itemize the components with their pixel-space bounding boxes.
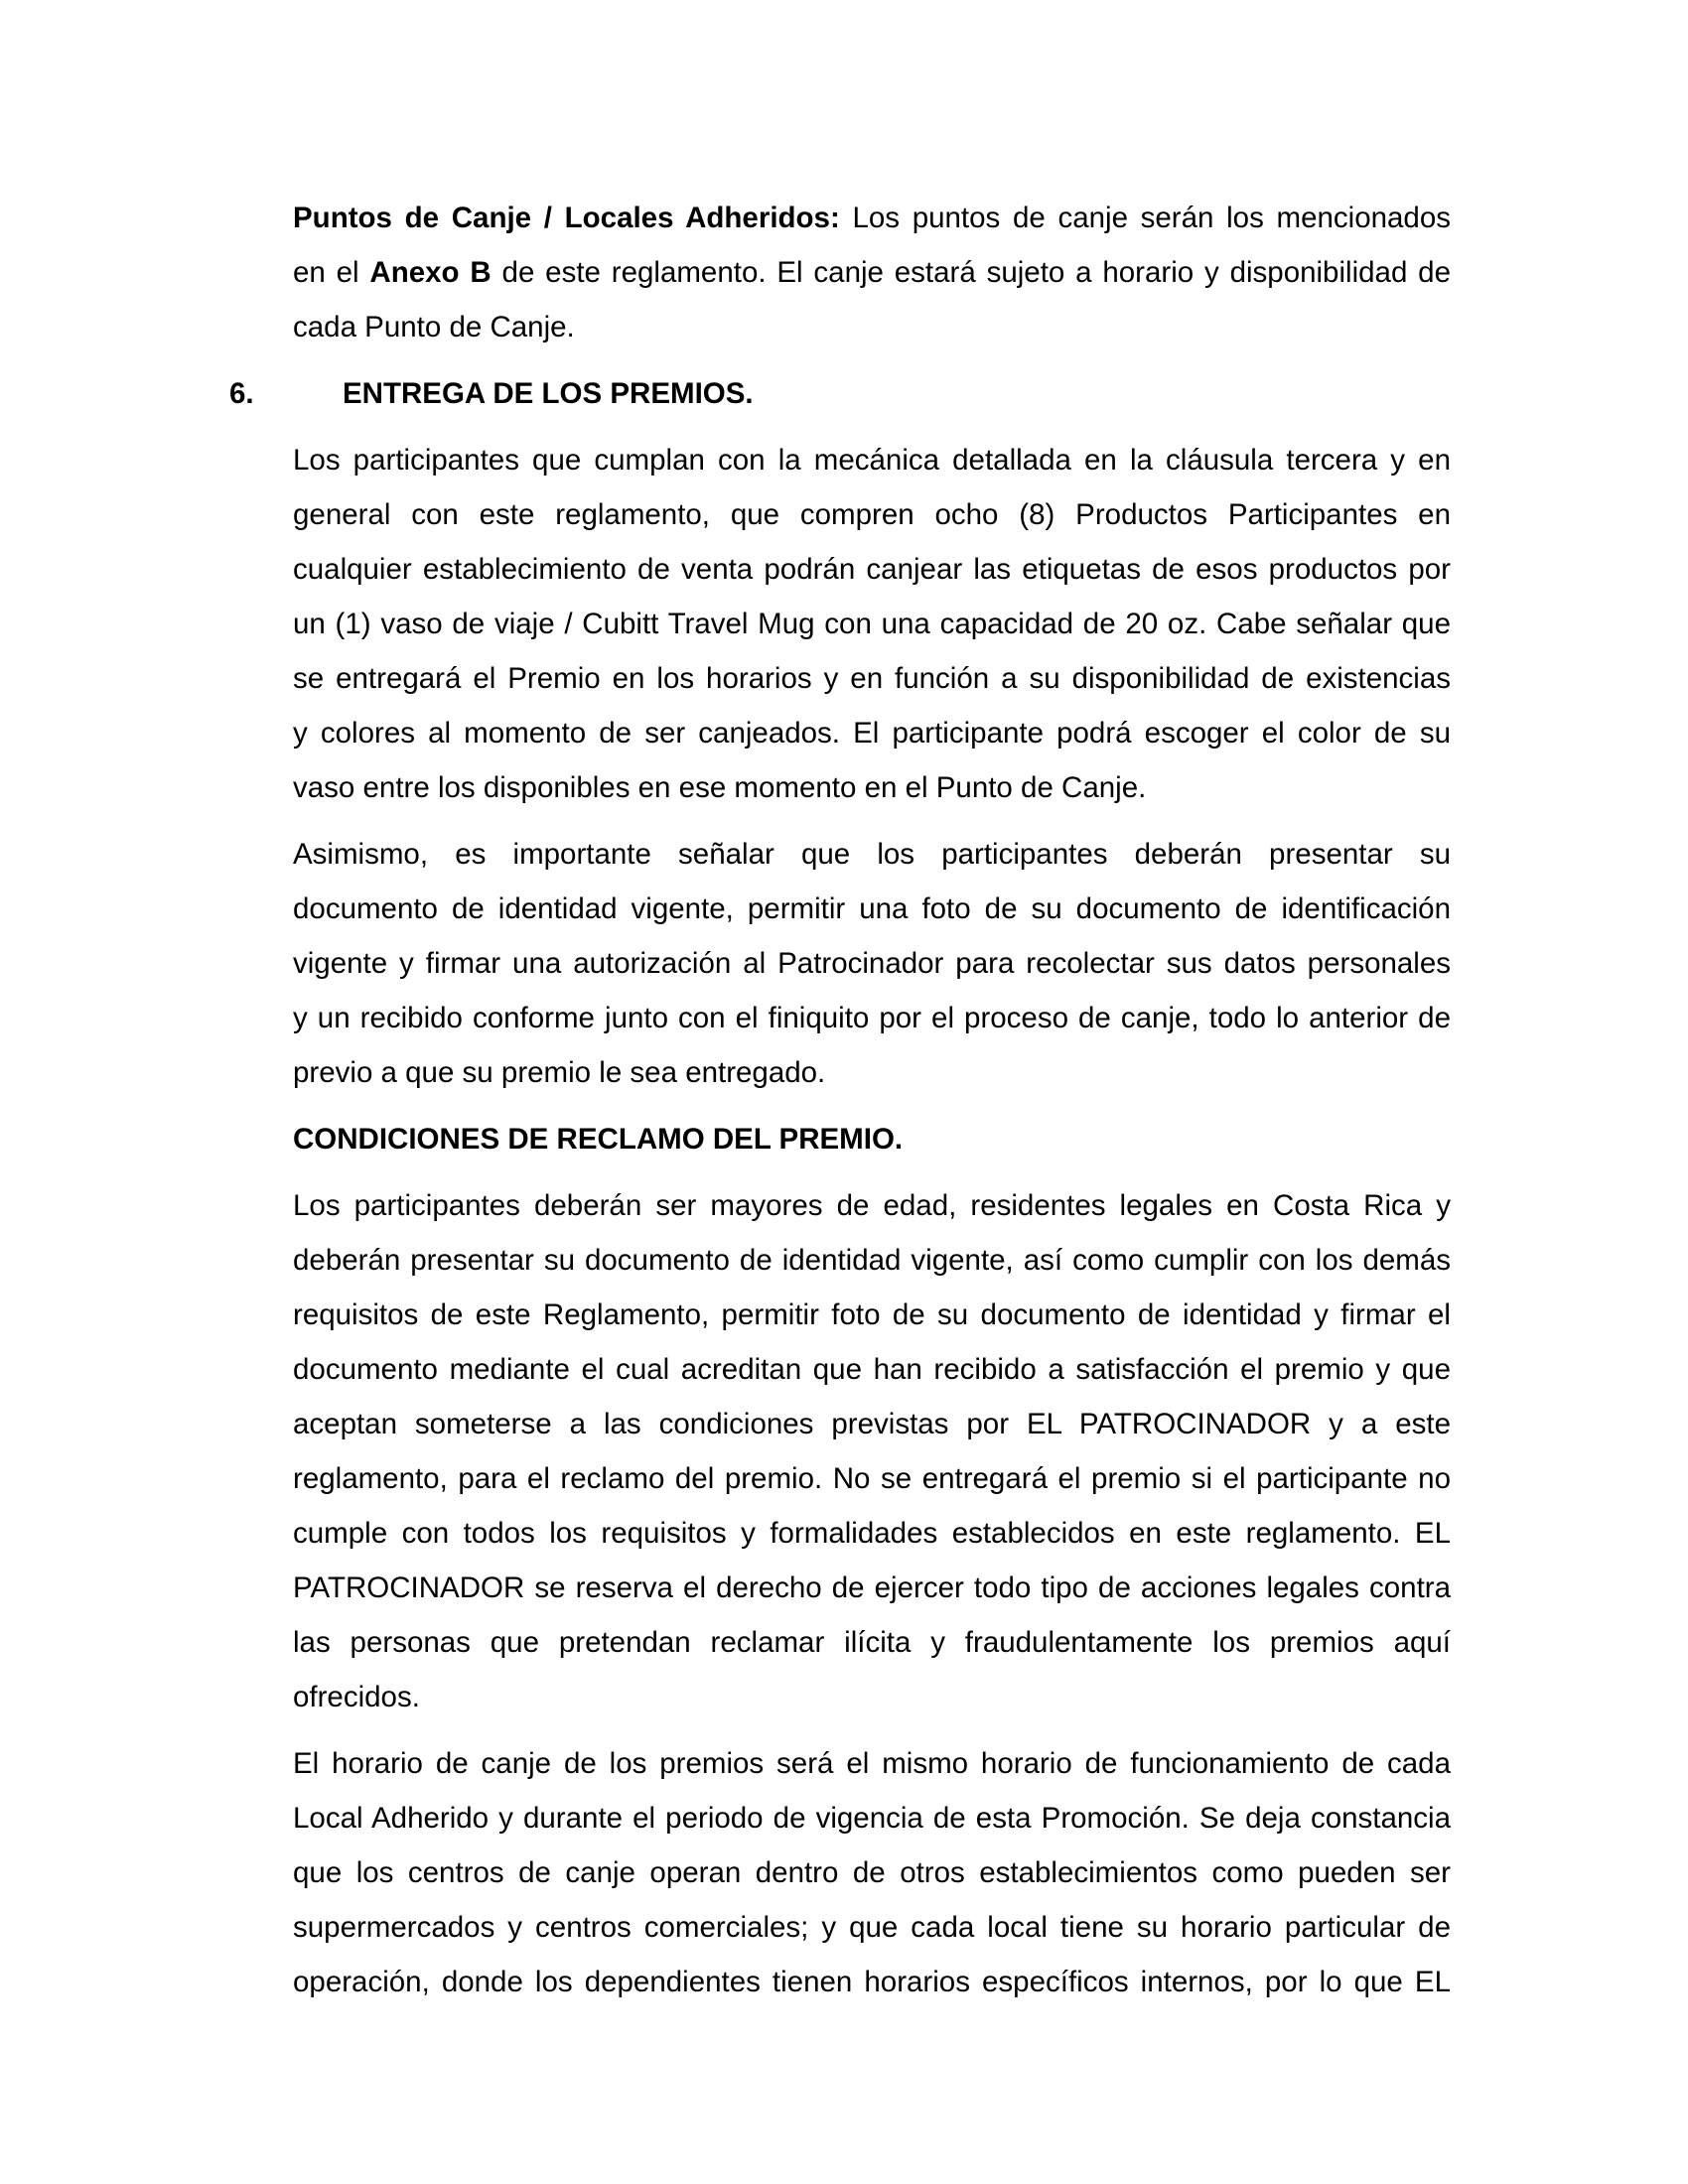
entrega-premios-paragraph-2: [293, 827, 1451, 1100]
text-line: [293, 991, 1451, 1045]
text-line: [293, 1506, 1451, 1561]
text-run: Local Adherido y durante el periodo de vigencia de esta Promoción. Se deja constancia: [293, 1802, 1451, 1835]
text-run: supermercados y centros comerciales; y que cada local tiene su horario particular de: [293, 1911, 1451, 1944]
text-line: [293, 651, 1451, 706]
text-run: requisitos de este Reglamento, permitir foto de su documento de identidad y firmar el: [293, 1298, 1451, 1331]
doc-content: [229, 191, 1451, 2021]
text-line: [293, 191, 1451, 245]
bold-text-run: Puntos de Canje / Locales Adheridos:: [293, 202, 840, 234]
puntos-de-canje-paragraph: [293, 191, 1451, 354]
text-line: [293, 1561, 1451, 1615]
text-run: Los puntos de canje serán los mencionados: [839, 202, 1451, 234]
text-run: y colores al momento de ser canjeados. El participante podrá escoger el color de su: [293, 717, 1451, 750]
text-run: previo a que su premio le sea entregado.: [293, 1056, 826, 1089]
entrega-premios-heading: [229, 366, 1451, 421]
text-run: un (1) vaso de viaje / Cubitt Travel Mug con una capacidad de 20 oz. Cabe señalar que: [293, 608, 1451, 640]
text-line: [293, 1615, 1451, 1670]
text-line: [293, 1397, 1451, 1451]
text-line: [293, 760, 1451, 815]
text-line: [293, 1045, 1451, 1100]
text-line: [293, 1670, 1451, 1724]
text-line: [293, 1233, 1451, 1288]
condiciones-reclamo-heading: CONDICIONES DE RECLAMO DEL PREMIO.: [293, 1123, 904, 1156]
text-run: se entregará el Premio en los horarios y en función a su disponibilidad de existencias: [293, 662, 1451, 695]
text-line: [293, 1900, 1451, 1955]
text-line: [293, 597, 1451, 651]
text-run: ofrecidos.: [293, 1681, 420, 1713]
text-line: [293, 882, 1451, 936]
text-line: [293, 487, 1451, 542]
text-run: de este reglamento. El canje estará sujeto a horario y disponibilidad de: [491, 256, 1451, 289]
text-run: deberán presentar su documento de identidad vigente, así como cumplir con los demás: [293, 1244, 1451, 1277]
text-run: y un recibido conforme junto con el finiquito por el proceso de canje, todo lo anterior de: [293, 1002, 1451, 1034]
text-run: general con este reglamento, que compren ocho (8) Productos Participantes en: [293, 498, 1451, 531]
horario-canje-paragraph: [293, 1736, 1451, 2009]
text-run: Los participantes que cumplan con la mecánica detallada en la cláusula tercera y en: [293, 444, 1451, 477]
text-run: cumple con todos los requisitos y formalidades establecidos en este reglamento. EL: [293, 1517, 1451, 1550]
condiciones-reclamo-paragraph: [293, 1178, 1451, 1724]
text-line: [293, 706, 1451, 760]
text-line: [293, 542, 1451, 597]
heading-text: ENTREGA DE LOS PREMIOS.: [343, 377, 754, 410]
text-line: [293, 245, 1451, 300]
text-line: [293, 1845, 1451, 1900]
text-run: vigente y firmar una autorización al Patrocinador para recolectar sus datos personales: [293, 947, 1451, 980]
text-line: [293, 433, 1451, 487]
text-run: reglamento, para el reclamo del premio. No se entregará el premio si el participante no: [293, 1462, 1451, 1495]
text-run: las personas que pretendan reclamar ilícita y fraudulentamente los premios aquí: [293, 1626, 1451, 1659]
text-line: [293, 1288, 1451, 1342]
entrega-premios-paragraph-1: [293, 433, 1451, 815]
text-run: documento mediante el cual acreditan que han recibido a satisfacción el premio y que: [293, 1353, 1451, 1386]
text-line: [293, 1955, 1451, 2009]
text-run: operación, donde los dependientes tienen horarios específicos internos, por lo que EL: [293, 1966, 1451, 1998]
text-line: [293, 1791, 1451, 1845]
text-run: Los participantes deberán ser mayores de edad, residentes legales en Costa Rica y: [293, 1189, 1451, 1222]
text-line: [293, 827, 1451, 882]
text-run: El horario de canje de los premios será el mismo horario de funcionamiento de cada: [293, 1747, 1451, 1780]
text-line: [293, 1451, 1451, 1506]
text-run: cualquier establecimiento de venta podrán canjear las etiquetas de esos productos por: [293, 553, 1451, 586]
text-line: [293, 936, 1451, 991]
heading-number: 6.: [229, 377, 254, 410]
text-run: Asimismo, es importante señalar que los participantes deberán presentar su: [293, 838, 1451, 871]
text-run: cada Punto de Canje.: [293, 311, 575, 343]
text-run: documento de identidad vigente, permitir una foto de su documento de identificación: [293, 892, 1451, 925]
text-line: [293, 1342, 1451, 1397]
text-run: aceptan someterse a las condiciones previstas por EL PATROCINADOR y a este: [293, 1408, 1451, 1440]
text-run: PATROCINADOR se reserva el derecho de ejercer todo tipo de acciones legales contra: [293, 1571, 1451, 1604]
text-run: vaso entre los disponibles en ese momento en el Punto de Canje.: [293, 771, 1147, 804]
text-run: que los centros de canje operan dentro de otros establecimientos como pueden ser: [293, 1856, 1451, 1889]
text-line: [293, 300, 1451, 354]
text-run: en el: [293, 256, 370, 289]
text-line: [293, 1178, 1451, 1233]
bold-text-run: Anexo B: [369, 256, 492, 289]
text-line: [293, 1736, 1451, 1791]
